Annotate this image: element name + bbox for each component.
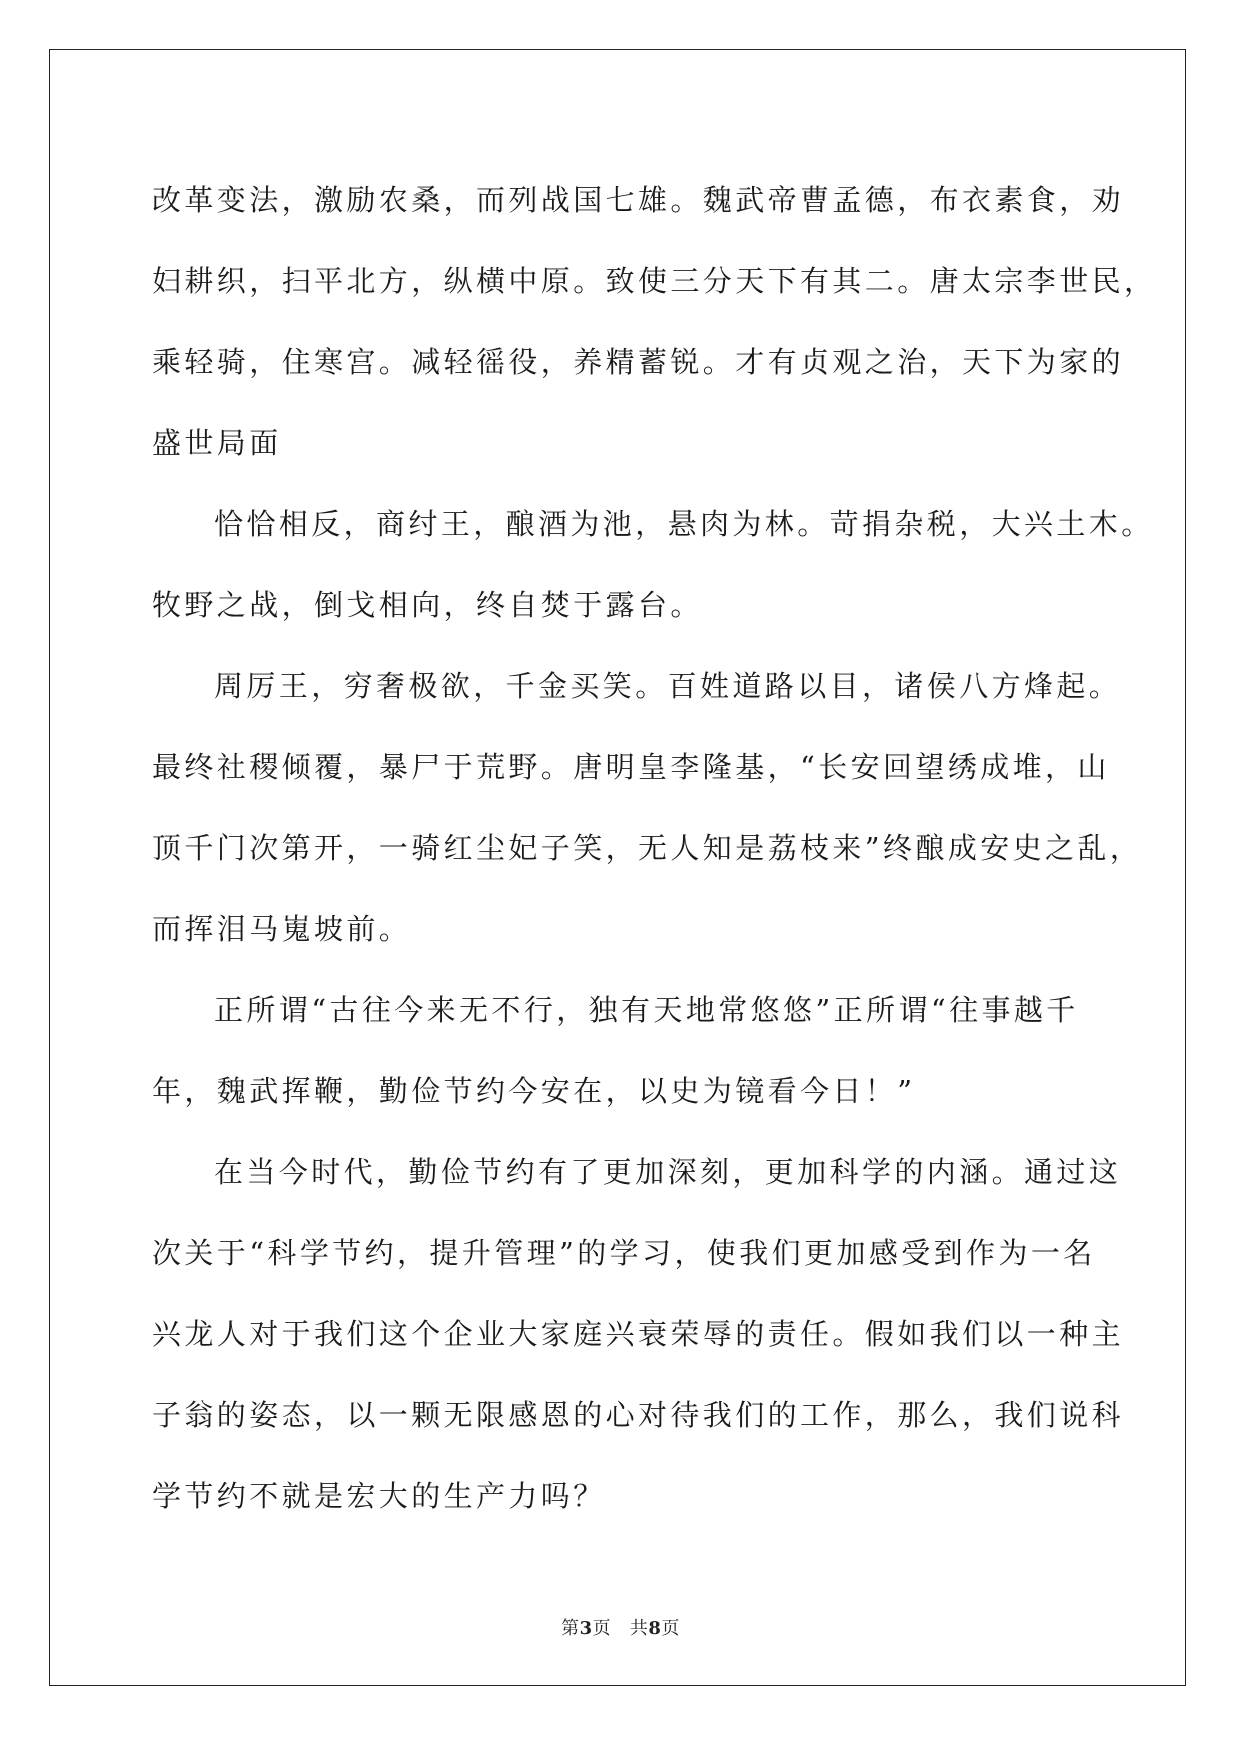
paragraph: [152, 970, 1087, 1132]
paragraph: [152, 646, 1143, 970]
paragraph: [152, 484, 1154, 646]
text-line: 周厉王，穷奢极欲，千金买笑。百姓道路以目，诸侯八方烽起。: [214, 669, 1122, 703]
paragraph: [152, 1132, 1125, 1537]
text-line: 次关于“科学节约，提升管理”的学习，使我们更加感受到作为一名: [152, 1236, 1096, 1270]
text-line: 正所谓“古往今来无不行，独有天地常悠悠”正所谓“往事越千: [214, 993, 1079, 1027]
document-body: [152, 160, 1157, 1537]
footer-prefix: 第: [561, 1618, 580, 1639]
footer-middle: 页 共: [592, 1618, 649, 1639]
text-line: 年，魏武挥鞭，勤俭节约今安在，以史为镜看今日！”: [152, 1074, 916, 1108]
text-line: 妇耕织，扫平北方，纵横中原。致使三分天下有其二。唐太宗李世民，: [152, 264, 1157, 298]
text-line: 最终社稷倾覆，暴尸于荒野。唐明皇李隆基，“长安回望绣成堆，山: [152, 750, 1110, 784]
text-line: 顶千门次第开，一骑红尘妃子笑，无人知是荔枝来”终酿成安史之乱，: [152, 831, 1143, 865]
total-page-count: 8: [648, 1618, 662, 1639]
text-line: 恰恰相反，商纣王，酿酒为池，悬肉为林。苛捐杂税，大兴土木。: [214, 507, 1154, 541]
paragraph: [152, 160, 1157, 484]
text-line: 而挥泪马嵬坡前。: [152, 912, 412, 946]
text-line: 子翁的姿态，以一颗无限感恩的心对待我们的工作，那么，我们说科: [152, 1398, 1125, 1432]
page-footer: [0, 1617, 1241, 1641]
text-line: 盛世局面: [152, 426, 282, 460]
text-line: 牧野之战，倒戈相向，终自焚于露台。: [152, 588, 703, 622]
text-line: 乘轻骑，住寒宫。减轻徭役，养精蓄锐。才有贞观之治，天下为家的: [152, 345, 1125, 379]
text-line: 改革变法，激励农桑，而列战国七雄。魏武帝曹孟德，布衣素食，劝: [152, 183, 1125, 217]
text-line: 学节约不就是宏大的生产力吗？: [152, 1479, 606, 1513]
footer-suffix: 页: [661, 1618, 680, 1639]
text-line: 在当今时代，勤俭节约有了更加深刻，更加科学的内涵。通过这: [214, 1155, 1122, 1189]
text-line: 兴龙人对于我们这个企业大家庭兴衰荣辱的责任。假如我们以一种主: [152, 1317, 1125, 1351]
current-page-number: 3: [579, 1618, 593, 1639]
